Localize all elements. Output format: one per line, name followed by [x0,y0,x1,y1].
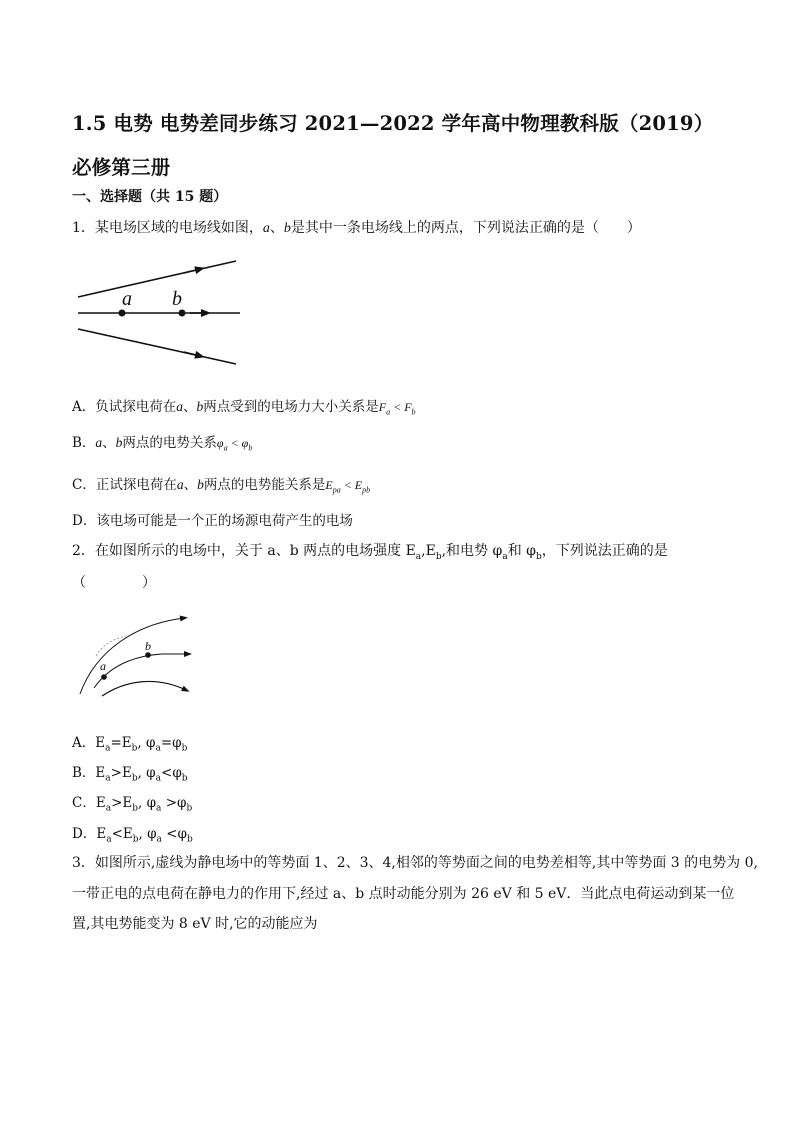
q2-figure-label-a: a [100,659,106,673]
question-3-line-2: 一带正电的点电荷在静电力的作用下,经过 a、b 点时动能分别为 26 eV 和 5 eV．当此点电荷运动到某一位 [72,886,735,902]
question-2-field-figure [76,610,196,700]
question-1-field-figure [72,255,247,370]
q1-figure-label-b: b [172,288,182,310]
question-2-option-a: A．$E_a=E_b$, $\varphi_a=\varphi_b$ [72,735,188,754]
question-1-option-b: B．a、b两点的电势关系$\varphi_a < \varphi_b$ [72,435,253,453]
question-1-stem: 1．某电场区域的电场线如图，a、b是其中一条电场线上的两点，下列说法正确的是（ ） [72,220,641,236]
question-3-line-1: 3．如图所示,虚线为静电场中的等势面 1、2、3、4,相邻的等势面之间的电势差相等,其中等势面 3 的电势为 0, [72,855,758,871]
question-3-line-3: 置,其电势能变为 8 eV 时,它的动能应为 [72,916,318,932]
section-heading: 一、选择题（共 15 题） [72,189,228,205]
q1-figure-label-a: a [122,288,132,310]
q2-figure-label-b: b [145,639,151,653]
question-1-option-d: D．该电场可能是一个正的场源电荷产生的电场 [72,513,353,529]
question-1-option-c: C．正试探电荷在a、b两点的电势能关系是$E_{pa} < E_{pb}$ [72,477,371,495]
question-2-option-c: C．$E_a>E_b$, $\varphi_a >\varphi_b$ [72,795,193,814]
question-1-option-a: A．负试探电荷在a、b两点受到的电场力大小关系是$F_a < F_b$ [72,399,416,417]
question-2-stem: 2．在如图所示的电场中，关于 a、b 两点的电场强度 $E_a,E_b$,和电势 $\varphi_a$和 $\varphi_b$，下列说法正确的是 [72,543,668,562]
document-title: 1.5 电势 电势差同步练习 2021—2022 学年高中物理教科版（2019）必修第三册 [72,112,714,179]
question-2-answer-paren: （ ） [72,575,156,591]
question-2-option-d: D．$E_a<E_b$, $\varphi_a <\varphi_b$ [72,826,193,845]
question-2-option-b: B．$E_a>E_b$, $\varphi_a<\varphi_b$ [72,765,188,784]
